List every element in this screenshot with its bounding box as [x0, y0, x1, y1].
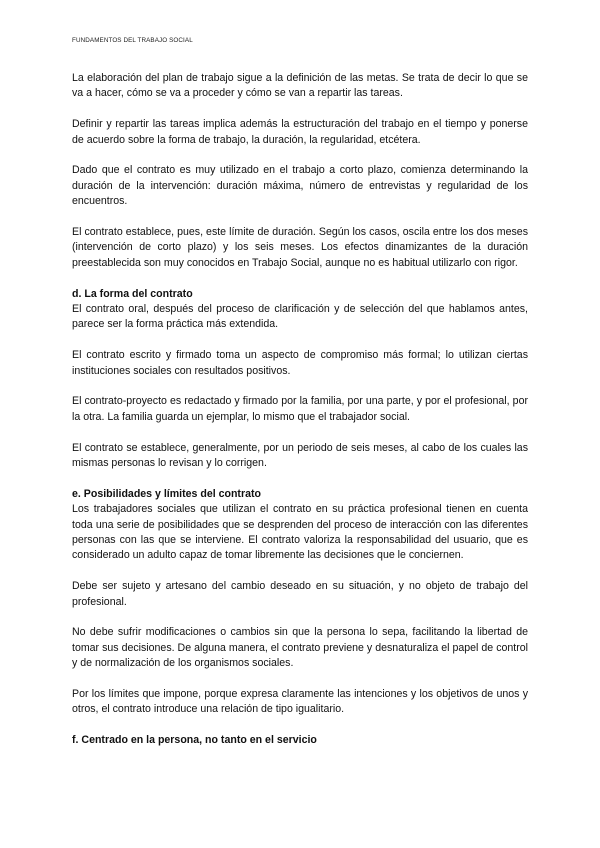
page-body: [72, 71, 528, 749]
paragraph: El contrato escrito y firmado toma un aspecto de compromiso más formal; lo utilizan ciertas instituciones sociales con resultados positivos.: [72, 349, 528, 377]
paragraph: Definir y repartir las tareas implica además la estructuración del trabajo en el tiempo y ponerse de acuerdo sobre la forma de trabajo, la duración, la regularidad, etcétera.: [72, 118, 528, 146]
paragraph: Dado que el contrato es muy utilizado en el trabajo a corto plazo, comienza determinando la duración de la intervención: duración máxima, número de entrevistas y regularidad de los encuentros.: [72, 164, 528, 208]
paragraph: Los trabajadores sociales que utilizan el contrato en su práctica profesional tienen en cuenta toda una serie de posibilidades que se desprenden del proceso de interacción con las diferentes personas con las que se interviene. El contrato valoriza la responsabilidad del usuario, que es considerado un adulto capaz de tomar libremente las decisiones que le conciernen.: [72, 503, 528, 562]
section-heading-e: e. Posibilidades y límites del contrato: [72, 487, 261, 500]
paragraph: Debe ser sujeto y artesano del cambio deseado en su situación, y no objeto de trabajo del profesional.: [72, 580, 528, 608]
section-heading-f: f. Centrado en la persona, no tanto en el servicio: [72, 734, 317, 747]
paragraph: No debe sufrir modificaciones o cambios sin que la persona lo sepa, facilitando la libertad de tomar sus decisiones. De alguna manera, el contrato previene y desnaturaliza el papel de control y de normalización de los organismos sociales.: [72, 626, 528, 670]
running-header: FUNDAMENTOS DEL TRABAJO SOCIAL: [72, 37, 193, 44]
paragraph: Por los límites que impone, porque expresa claramente las intenciones y los objetivos de unos y otros, el contrato introduce una relación de tipo igualitario.: [72, 688, 528, 716]
section-heading-d: d. La forma del contrato: [72, 287, 193, 300]
paragraph: El contrato oral, después del proceso de clarificación y de selección del que hablamos antes, parece ser la forma práctica más extendida.: [72, 303, 528, 331]
paragraph: El contrato-proyecto es redactado y firmado por la familia, por una parte, y por el profesional, por la otra. La familia guarda un ejemplar, lo mismo que el trabajador social.: [72, 395, 528, 423]
paragraph: El contrato se establece, generalmente, por un periodo de seis meses, al cabo de los cuales las mismas personas lo revisan y lo corrigen.: [72, 441, 528, 470]
paragraph: La elaboración del plan de trabajo sigue a la definición de las metas. Se trata de decir lo que se va a hacer, cómo se va a proceder y cómo se van a repartir las tareas.: [72, 72, 528, 100]
paragraph: El contrato establece, pues, este límite de duración. Según los casos, oscila entre los dos meses (intervención de corto plazo) y los seis meses. Los efectos dinamizantes de la duración preestablecida son muy conocidos en Trabajo Social, aunque no es habitual utilizarlo con rigor.: [72, 226, 528, 269]
